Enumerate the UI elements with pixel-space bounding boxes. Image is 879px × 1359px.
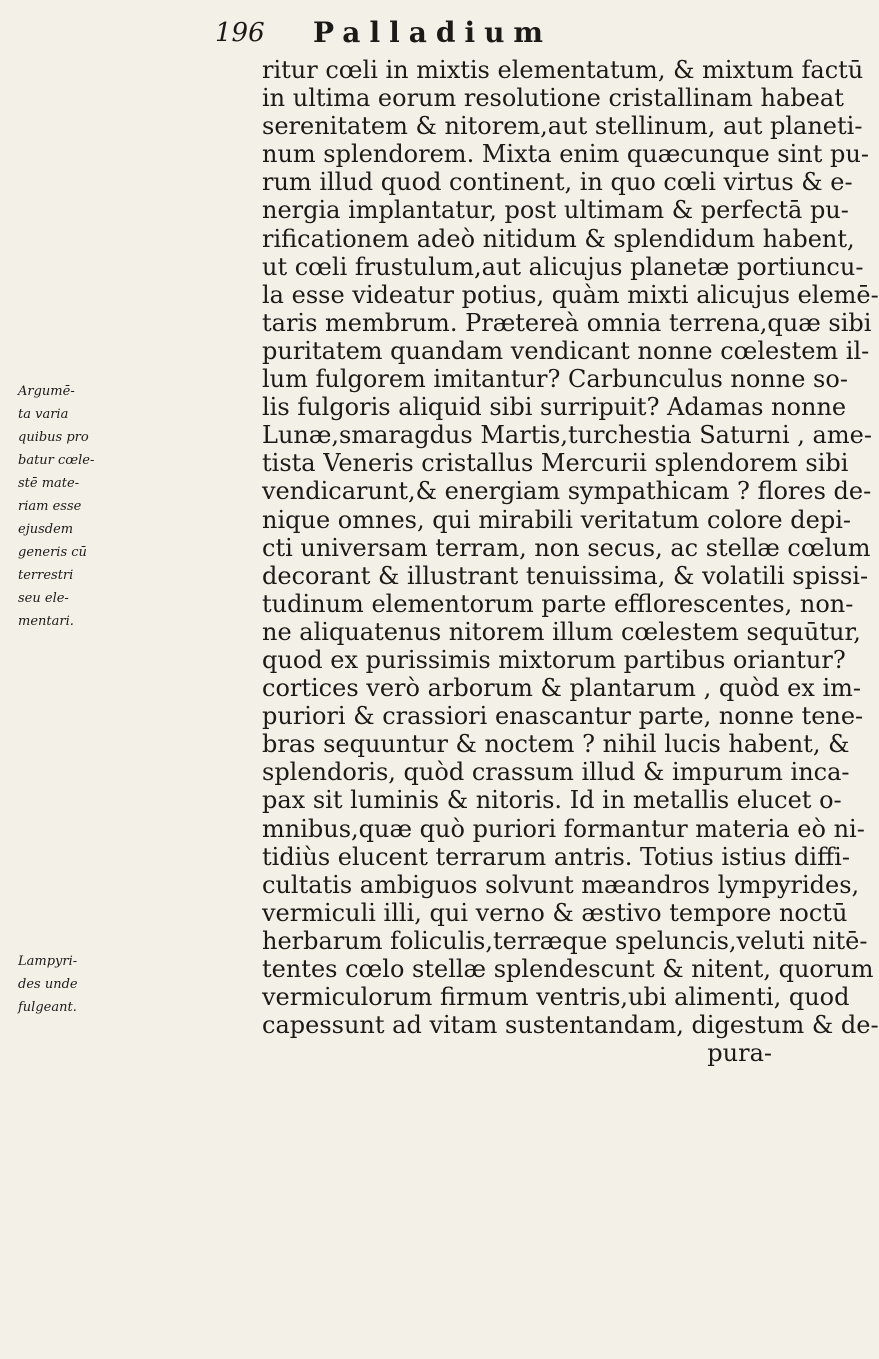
margin-note-line: riam esse [18, 499, 82, 514]
text-line: tista Veneris cristallus Mercurii splendorem sibi [262, 449, 849, 478]
text-line: splendoris, quòd crassum illud & impurum inca- [262, 758, 850, 787]
text-line: vermiculi illi, qui verno & æstivo tempore noctū [262, 898, 848, 927]
text-line: nergia implantatur, post ultimam & perfectā pu- [262, 196, 849, 225]
text-line: decorant & illustrant tenuissima, & volatili spissi- [262, 561, 869, 590]
text-line: taris membrum. Prætereà omnia terrena,quæ sibi [262, 308, 872, 337]
text-line: mnibus,quæ quò puriori formantur materia eò ni- [262, 814, 865, 843]
margin-note-line: des unde [18, 977, 78, 992]
text-line: puritatem quandam vendicant nonne cœlestem il- [262, 336, 870, 365]
margin-note-line: generis cū [18, 545, 87, 560]
margin-note-line: Lampyri- [18, 954, 78, 969]
text-line: ne aliquatenus nitorem illum cœlestem sequūtur, [262, 617, 861, 646]
text-line: cortices verò arborum & plantarum , quòd ex im- [262, 674, 861, 703]
margin-note-line: batur cœle- [18, 453, 95, 468]
margin-note-line: stē mate- [18, 476, 80, 491]
margin-note-line: seu ele- [18, 591, 69, 606]
margin-note-line: mentari. [18, 614, 74, 629]
text-line: bras sequuntur & noctem ? nihil lucis habent, & [262, 730, 850, 759]
catchword: pura- [707, 1039, 772, 1068]
text-line: nique omnes, qui mirabili veritatum colore depi- [262, 505, 851, 534]
margin-note-line: fulgeant. [18, 1000, 77, 1015]
margin-note-arguments [18, 380, 98, 633]
text-line: ritur cœli in mixtis elementatum, & mixtum factū [262, 56, 864, 84]
text-line: cultatis ambiguos solvunt mæandros lympyrides, [262, 870, 860, 899]
text-line: lis fulgoris aliquid sibi surripuit? Adamas nonne [262, 393, 847, 422]
text-line: pax sit luminis & nitoris. Id in metallis elucet o- [262, 786, 842, 815]
page-number: 196 [215, 18, 265, 48]
text-line: vendicarunt,& energiam sympathicam ? flores de- [262, 477, 872, 506]
text-line: puriori & crassiori enascantur parte, nonne tene- [262, 702, 864, 731]
margin-note-line: ta varia [18, 407, 69, 422]
page-header [215, 18, 775, 58]
text-line: Lunæ,smaragdus Martis,turchestia Saturni , ame- [262, 421, 872, 450]
text-line: in ultima eorum resolutione cristallinam habeat [262, 84, 844, 113]
main-text-block [262, 56, 879, 1068]
margin-note-line: terrestri [18, 568, 74, 583]
text-line: rificationem adeò nitidum & splendidum habent, [262, 224, 855, 253]
text-line: tentes cœlo stellæ splendescunt & nitent, quorum [262, 955, 874, 983]
text-line: num splendorem. Mixta enim quæcunque sint pu- [262, 140, 869, 169]
text-line: tudinum elementorum parte efflorescentes, non- [262, 589, 854, 618]
text-line: herbarum foliculis,terræque speluncis,veluti nitē- [262, 926, 868, 955]
text-line: lum fulgorem imitantur? Carbunculus nonne so- [262, 365, 848, 394]
text-line: rum illud quod continent, in quo cœli virtus & e- [262, 168, 853, 197]
text-line: vermiculorum firmum ventris,ubi alimenti, quod [262, 983, 850, 1012]
text-line: capessunt ad vitam sustentandam, digestum & de- [262, 1011, 879, 1040]
text-line: ut cœli frustulum,aut alicujus planetæ portiuncu- [262, 252, 864, 281]
text-line: la esse videatur potius, quàm mixti alicujus elemē- [262, 280, 879, 309]
text-line: cti universam terram, non secus, ac stellæ cœlum [262, 533, 871, 562]
margin-note-line: Argumē- [18, 384, 75, 399]
text-line: quod ex purissimis mixtorum partibus oriantur? [262, 645, 846, 674]
text-line: tidiùs elucent terrarum antris. Totius istius diffi- [262, 842, 850, 871]
margin-note-line: ejusdem [18, 522, 74, 537]
text-line: serenitatem & nitorem,aut stellinum, aut planeti- [262, 112, 863, 141]
running-title: Palladium [313, 16, 553, 49]
margin-note-lampyrides [18, 950, 98, 1019]
margin-note-line: quibus pro [18, 430, 89, 445]
